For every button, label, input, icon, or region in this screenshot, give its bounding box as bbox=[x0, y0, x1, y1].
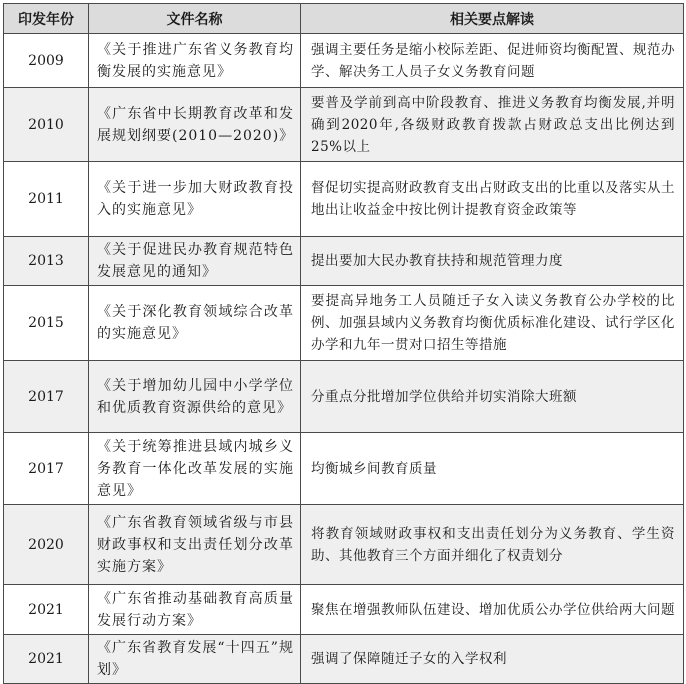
description-cell: 强调主要任务是缩小校际差距、促进师资均衡配置、规范办学、解决务工人员子女义务教育问题 bbox=[301, 34, 684, 88]
document-name-cell: 《广东省中长期教育改革和发展规划纲要(2010—2020)》 bbox=[89, 88, 301, 162]
header-year: 印发年份 bbox=[4, 4, 89, 34]
header-row bbox=[4, 4, 684, 34]
document-name-cell: 《关于统筹推进县域内城乡义务教育一体化改革发展的实施意见》 bbox=[89, 433, 301, 505]
year-cell: 2020 bbox=[4, 505, 89, 585]
year-cell: 2021 bbox=[4, 585, 89, 635]
year-cell: 2015 bbox=[4, 286, 89, 361]
header-description: 相关要点解读 bbox=[301, 4, 684, 34]
table-row bbox=[4, 34, 684, 88]
document-name-cell: 《关于推进广东省义务教育均衡发展的实施意见》 bbox=[89, 34, 301, 88]
year-cell: 2011 bbox=[4, 162, 89, 237]
policy-table bbox=[3, 3, 684, 684]
header-document: 文件名称 bbox=[89, 4, 301, 34]
table-row bbox=[4, 585, 684, 635]
year-cell: 2010 bbox=[4, 88, 89, 162]
year-cell: 2021 bbox=[4, 635, 89, 684]
description-cell: 均衡城乡间教育质量 bbox=[301, 433, 684, 505]
description-cell: 将教育领域财政事权和支出责任划分为义务教育、学生资助、其他教育三个方面并细化了权责划分 bbox=[301, 505, 684, 585]
table-row bbox=[4, 286, 684, 361]
document-name-cell: 《广东省教育发展“十四五”规划》 bbox=[89, 635, 301, 684]
table-row bbox=[4, 237, 684, 286]
table-row bbox=[4, 635, 684, 684]
description-cell: 要普及学前到高中阶段教育、推进义务教育均衡发展,并明确到2020年,各级财政教育拨款占财政总支出比例达到25%以上 bbox=[301, 88, 684, 162]
year-cell: 2013 bbox=[4, 237, 89, 286]
description-cell: 聚焦在增强教师队伍建设、增加优质公办学位供给两大问题 bbox=[301, 585, 684, 635]
description-cell: 分重点分批增加学位供给并切实消除大班额 bbox=[301, 361, 684, 433]
table-row bbox=[4, 505, 684, 585]
document-name-cell: 《关于深化教育领域综合改革的实施意见》 bbox=[89, 286, 301, 361]
year-cell: 2017 bbox=[4, 433, 89, 505]
document-name-cell: 《广东省推动基础教育高质量发展行动方案》 bbox=[89, 585, 301, 635]
table-row bbox=[4, 433, 684, 505]
document-name-cell: 《关于促进民办教育规范特色发展意见的通知》 bbox=[89, 237, 301, 286]
year-cell: 2017 bbox=[4, 361, 89, 433]
year-cell: 2009 bbox=[4, 34, 89, 88]
document-name-cell: 《广东省教育领域省级与市县财政事权和支出责任划分改革实施方案》 bbox=[89, 505, 301, 585]
description-cell: 提出要加大民办教育扶持和规范管理力度 bbox=[301, 237, 684, 286]
table-row bbox=[4, 361, 684, 433]
document-name-cell: 《关于增加幼儿园中小学学位和优质教育资源供给的意见》 bbox=[89, 361, 301, 433]
table-row bbox=[4, 162, 684, 237]
table-row bbox=[4, 88, 684, 162]
description-cell: 强调了保障随迁子女的入学权利 bbox=[301, 635, 684, 684]
description-cell: 要提高异地务工人员随迁子女入读义务教育公办学校的比例、加强县域内义务教育均衡优质标准化建设、试行学区化办学和九年一贯对口招生等措施 bbox=[301, 286, 684, 361]
description-cell: 督促切实提高财政教育支出占财政支出的比重以及落实从土地出让收益金中按比例计提教育资金政策等 bbox=[301, 162, 684, 237]
document-name-cell: 《关于进一步加大财政教育投入的实施意见》 bbox=[89, 162, 301, 237]
